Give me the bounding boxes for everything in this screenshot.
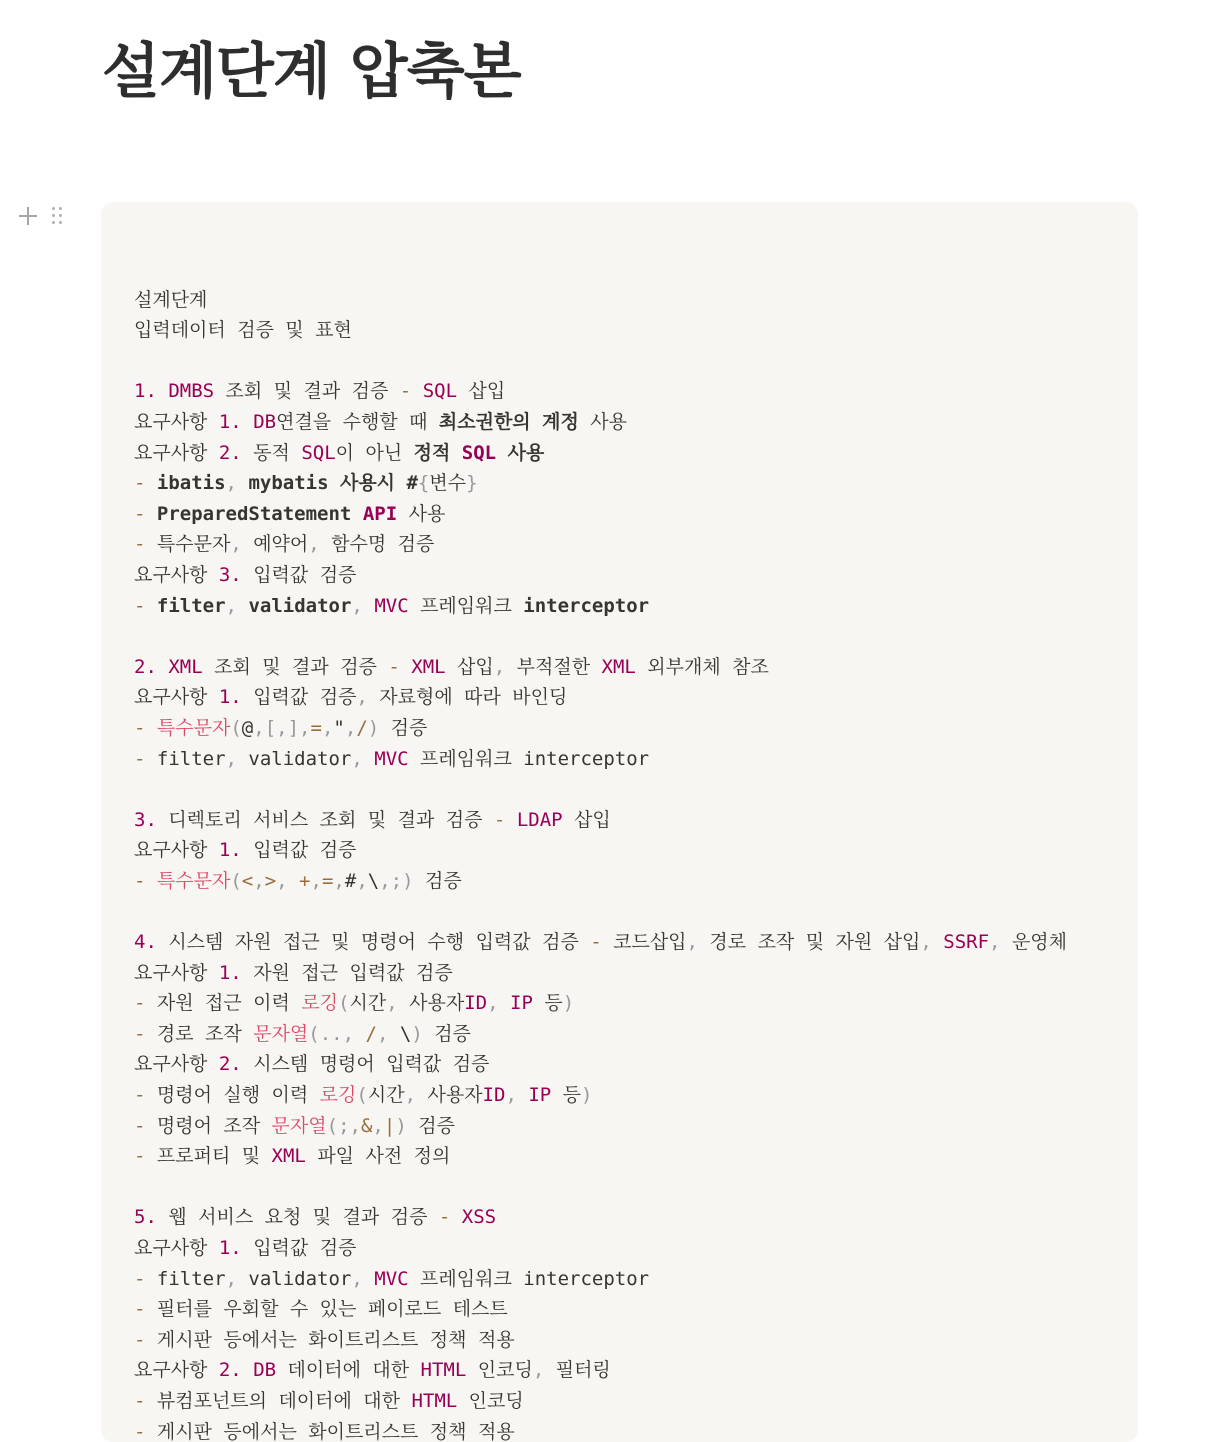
code-token: 부적절한 bbox=[505, 655, 602, 678]
code-token: 파일 사전 정의 bbox=[305, 1145, 451, 1168]
code-token: , bbox=[342, 1022, 355, 1045]
code-line bbox=[134, 988, 1108, 1019]
code-token: 최소권한의 계정 bbox=[438, 410, 579, 433]
code-token: ( bbox=[356, 1084, 368, 1107]
code-token: ) bbox=[562, 992, 575, 1015]
code-token: - bbox=[388, 655, 400, 678]
code-token: , bbox=[532, 1359, 545, 1382]
code-token: 요구사항 bbox=[134, 563, 219, 586]
code-token: 프로퍼티 및 bbox=[145, 1145, 272, 1168]
code-token: - bbox=[134, 869, 146, 892]
code-line bbox=[134, 376, 1108, 407]
code-token: IP bbox=[510, 992, 533, 1015]
code-token: , bbox=[225, 747, 237, 770]
code-token: , bbox=[386, 992, 398, 1015]
code-token: , bbox=[333, 869, 345, 892]
code-line bbox=[134, 1325, 1108, 1356]
code-token: ) bbox=[367, 716, 380, 739]
code-token: 입력값 검증 bbox=[241, 686, 357, 709]
code-token: - bbox=[134, 1389, 146, 1412]
code-line bbox=[134, 958, 1108, 989]
code-line bbox=[134, 774, 1108, 805]
code-token bbox=[288, 870, 299, 892]
code-line bbox=[134, 805, 1108, 836]
code-token: 1. bbox=[218, 839, 242, 862]
code-token: , bbox=[299, 716, 311, 739]
code-token: XML bbox=[411, 655, 446, 678]
code-line bbox=[134, 713, 1108, 744]
code-token: filter bbox=[156, 594, 226, 617]
code-token: } bbox=[466, 472, 478, 495]
code-token: 사용 bbox=[496, 441, 545, 464]
code-line bbox=[134, 1294, 1108, 1325]
code-token: 삽입 bbox=[445, 655, 494, 678]
code-token: , bbox=[321, 716, 334, 739]
code-token: 경로 조작 bbox=[145, 1022, 254, 1045]
code-token: , bbox=[351, 747, 363, 770]
code-token: 자원 접근 입력값 검증 bbox=[241, 961, 453, 984]
code-token bbox=[932, 931, 943, 953]
code-token: @ bbox=[241, 716, 254, 739]
code-token: 3. bbox=[218, 563, 242, 586]
code-token: 특수문자 bbox=[156, 716, 231, 739]
code-token: 디렉토리 서비스 조회 및 결과 검증 bbox=[156, 808, 494, 831]
code-token: , bbox=[253, 716, 265, 739]
code-token: 입력값 검증 bbox=[241, 563, 357, 586]
code-line bbox=[134, 1386, 1108, 1417]
code-token: 이 아닌 bbox=[335, 441, 414, 464]
code-token: / bbox=[356, 716, 368, 739]
code-block[interactable] bbox=[101, 202, 1138, 1442]
code-token: DMBS bbox=[168, 380, 215, 403]
code-token bbox=[242, 1359, 253, 1381]
code-token: 시간 bbox=[349, 992, 387, 1015]
code-token: 정적 bbox=[413, 441, 451, 464]
code-line bbox=[134, 285, 1108, 316]
code-line bbox=[134, 621, 1108, 652]
code-token: , bbox=[376, 1022, 389, 1045]
code-token: - bbox=[399, 380, 412, 403]
code-token: 조회 및 결과 검증 bbox=[214, 380, 400, 403]
code-token: , bbox=[356, 686, 368, 709]
code-token: MVC bbox=[374, 1267, 409, 1290]
code-token: , bbox=[505, 1084, 517, 1107]
code-token: mybatis 사용시 # bbox=[248, 472, 418, 495]
code-token bbox=[145, 472, 156, 494]
code-token: - bbox=[134, 1267, 146, 1290]
code-line bbox=[134, 1202, 1108, 1233]
code-token: DB bbox=[253, 410, 277, 433]
code-token: ( bbox=[308, 1022, 320, 1045]
code-token: 명령어 실행 이력 bbox=[145, 1084, 320, 1107]
code-token: 외부개체 참조 bbox=[635, 655, 769, 678]
code-line bbox=[134, 652, 1108, 683]
code-line bbox=[134, 468, 1108, 499]
code-token bbox=[450, 442, 461, 464]
code-token: - bbox=[134, 1328, 146, 1351]
code-token: 입력값 검증 bbox=[241, 1237, 357, 1259]
code-token: 삽입 bbox=[457, 380, 506, 403]
code-token: 시스템 명령어 입력값 검증 bbox=[241, 1053, 490, 1076]
code-token: [ bbox=[264, 716, 277, 739]
code-token: - bbox=[134, 1084, 146, 1107]
code-line bbox=[134, 315, 1108, 346]
code-token: SQL bbox=[301, 441, 336, 464]
code-token: XML bbox=[271, 1145, 306, 1168]
code-token: , bbox=[351, 594, 363, 617]
code-line bbox=[134, 529, 1108, 560]
code-token: - bbox=[134, 747, 146, 770]
code-token: 1. bbox=[218, 686, 242, 709]
code-token: , bbox=[989, 931, 1001, 954]
code-line bbox=[134, 438, 1108, 469]
code-token: - bbox=[590, 931, 602, 954]
code-token: 1. bbox=[134, 380, 157, 403]
code-token: interceptor bbox=[523, 594, 650, 617]
code-token: | bbox=[383, 1114, 396, 1137]
code-line bbox=[134, 927, 1108, 958]
code-token: - bbox=[134, 1145, 146, 1168]
code-line bbox=[134, 1172, 1108, 1203]
code-token: / bbox=[365, 1022, 377, 1045]
code-token: { bbox=[417, 472, 430, 495]
code-token: 특수문자 bbox=[156, 869, 231, 892]
code-token: 요구사항 bbox=[134, 410, 219, 433]
code-token: ( bbox=[338, 992, 350, 1015]
code-token: - bbox=[134, 1298, 146, 1321]
code-line bbox=[134, 1141, 1108, 1172]
code-token: , bbox=[310, 869, 322, 892]
code-line bbox=[134, 744, 1108, 775]
code-token: 요구사항 bbox=[134, 441, 219, 464]
code-token: 로깅 bbox=[319, 1084, 357, 1107]
code-token: 검증 bbox=[406, 1114, 455, 1137]
code-token: , bbox=[225, 472, 237, 495]
code-token: 요구사항 bbox=[134, 1359, 219, 1382]
code-token: 1. bbox=[218, 961, 242, 984]
code-line bbox=[134, 866, 1108, 897]
code-token: XML bbox=[168, 655, 203, 678]
code-token: validator bbox=[236, 747, 352, 770]
code-token: 시스템 자원 접근 및 명령어 수행 입력값 검증 bbox=[156, 931, 591, 954]
code-token: " bbox=[333, 716, 345, 739]
code-token bbox=[145, 595, 156, 617]
code-token: 2. bbox=[218, 1053, 242, 1076]
code-token bbox=[145, 717, 156, 739]
code-token bbox=[411, 380, 422, 402]
code-token: ibatis bbox=[156, 472, 226, 495]
code-token: ( bbox=[326, 1114, 339, 1137]
code-token bbox=[505, 809, 516, 831]
code-token bbox=[242, 411, 253, 433]
code-token: XSS bbox=[461, 1206, 497, 1229]
code-token: , bbox=[344, 716, 357, 739]
code-token: 2. bbox=[218, 441, 242, 464]
code-token: SSRF bbox=[943, 931, 990, 954]
code-token: - bbox=[134, 1114, 146, 1137]
code-token: ( bbox=[230, 716, 242, 739]
code-token bbox=[450, 1206, 461, 1228]
code-token: , bbox=[493, 655, 506, 678]
code-token: 변수 bbox=[429, 472, 467, 495]
code-token: 요구사항 bbox=[134, 839, 219, 862]
code-token: - bbox=[134, 1022, 146, 1045]
code-token: 2. bbox=[134, 655, 157, 678]
code-token: 3. bbox=[134, 808, 157, 831]
code-token: 경로 조작 및 자원 삽입 bbox=[697, 931, 921, 954]
code-token: 인코딩 bbox=[466, 1359, 533, 1382]
code-token: SQL bbox=[422, 380, 458, 403]
code-token: 검증 bbox=[422, 1022, 471, 1045]
code-token bbox=[388, 1023, 399, 1045]
code-token: 시간 bbox=[367, 1084, 405, 1107]
code-token: filter bbox=[145, 747, 226, 770]
code-token: 요구사항 bbox=[134, 961, 219, 984]
code-token: , bbox=[225, 1267, 237, 1290]
code-token: HTML bbox=[411, 1389, 458, 1412]
code-line bbox=[134, 1355, 1108, 1386]
code-token bbox=[157, 380, 168, 402]
code-token: 뷰컴포넌트의 데이터에 대한 bbox=[145, 1389, 412, 1412]
code-token: 특수문자 bbox=[145, 533, 231, 556]
code-token: 5. bbox=[134, 1206, 157, 1229]
page-title: 설계단계 압축본 bbox=[102, 37, 521, 107]
drag-handle-icon[interactable] bbox=[52, 207, 62, 225]
code-token: 삽입 bbox=[562, 808, 611, 831]
code-line bbox=[134, 1049, 1108, 1080]
code-token: PreparedStatement bbox=[156, 502, 352, 525]
code-line bbox=[134, 499, 1108, 530]
code-token: 설계단계 bbox=[134, 288, 208, 311]
code-token: ; bbox=[338, 1114, 350, 1137]
code-token: 사용 bbox=[578, 410, 627, 433]
code-token bbox=[499, 992, 510, 1014]
code-token: 웹 서비스 요청 및 결과 검증 bbox=[156, 1206, 439, 1229]
code-token: 데이터에 대한 bbox=[276, 1359, 421, 1382]
code-token: 연결을 수행할 때 bbox=[276, 410, 439, 433]
code-token: XML bbox=[601, 655, 636, 678]
code-token bbox=[354, 1023, 365, 1045]
code-token: 요구사항 bbox=[134, 1237, 219, 1259]
code-token: 게시판 등에서는 화이트리스트 정책 적용 bbox=[145, 1328, 515, 1351]
code-token: = bbox=[321, 869, 334, 892]
code-token: , bbox=[351, 1267, 363, 1290]
code-token bbox=[145, 503, 156, 525]
code-token: , bbox=[404, 1084, 417, 1107]
code-token: ) bbox=[581, 1084, 593, 1107]
code-token bbox=[363, 1268, 374, 1290]
code-token: 등 bbox=[532, 992, 563, 1015]
code-token bbox=[237, 472, 248, 494]
code-token: = bbox=[310, 716, 322, 739]
code-token: validator bbox=[248, 594, 352, 617]
code-token: , bbox=[308, 533, 320, 556]
code-token: 자원 접근 이력 bbox=[145, 992, 302, 1015]
code-token: , bbox=[253, 869, 265, 892]
code-token: 동적 bbox=[241, 441, 302, 464]
code-token: 2. bbox=[218, 1359, 242, 1382]
code-token: .. bbox=[319, 1022, 343, 1045]
code-line bbox=[134, 1019, 1108, 1050]
code-content[interactable] bbox=[134, 254, 1108, 1442]
code-token: 등 bbox=[551, 1084, 582, 1107]
code-token bbox=[157, 656, 168, 678]
code-token bbox=[237, 595, 248, 617]
code-token: LDAP bbox=[516, 808, 563, 831]
code-token: 운영체 bbox=[1000, 931, 1068, 954]
code-token: - bbox=[134, 716, 146, 739]
code-line bbox=[134, 1417, 1108, 1442]
code-line bbox=[134, 1264, 1108, 1295]
code-token: 사용자 bbox=[416, 1084, 483, 1107]
code-token: - bbox=[134, 533, 146, 556]
code-token: 로깅 bbox=[301, 992, 339, 1015]
code-token: 게시판 등에서는 화이트리스트 정책 적용 bbox=[145, 1420, 515, 1442]
code-token: IP bbox=[528, 1084, 552, 1107]
code-token: 요구사항 bbox=[134, 686, 219, 709]
code-token: 코드삽입 bbox=[601, 931, 687, 954]
code-token: 조회 및 결과 검증 bbox=[202, 655, 389, 678]
code-token: + bbox=[299, 869, 311, 892]
block-handle bbox=[18, 206, 62, 226]
code-token: 문자열 bbox=[253, 1022, 309, 1045]
code-token: 프레임워크 interceptor bbox=[408, 1267, 650, 1290]
code-token: - bbox=[493, 808, 506, 831]
code-token: , bbox=[349, 1114, 361, 1137]
code-line bbox=[134, 346, 1108, 377]
code-line bbox=[134, 1080, 1108, 1111]
code-token: , bbox=[920, 931, 932, 954]
code-token: 사용자 bbox=[397, 992, 465, 1015]
code-token: 문자열 bbox=[271, 1114, 327, 1137]
code-token: HTML bbox=[420, 1359, 467, 1382]
code-line bbox=[134, 254, 1108, 285]
code-token: ) bbox=[402, 869, 414, 892]
code-token: ; bbox=[390, 869, 403, 892]
code-line bbox=[134, 1111, 1108, 1142]
code-token: 1. bbox=[218, 410, 242, 433]
code-token: , bbox=[372, 1114, 384, 1137]
code-token: ) bbox=[395, 1114, 407, 1137]
code-token: \ bbox=[367, 869, 380, 892]
code-token: MVC bbox=[374, 594, 409, 617]
code-token: 예약어 bbox=[241, 533, 309, 556]
code-token: 인코딩 bbox=[457, 1389, 524, 1412]
code-token: , bbox=[230, 533, 242, 556]
code-token: validator bbox=[236, 1267, 352, 1290]
code-token: 1. bbox=[218, 1237, 242, 1259]
code-token: \ bbox=[399, 1022, 412, 1045]
code-token bbox=[400, 656, 411, 678]
code-token: , bbox=[487, 992, 499, 1015]
code-token: - bbox=[134, 502, 146, 525]
code-token: # bbox=[344, 869, 357, 892]
code-line bbox=[134, 896, 1108, 927]
code-line bbox=[134, 835, 1108, 866]
code-line bbox=[134, 591, 1108, 622]
code-token: 필터링 bbox=[544, 1359, 611, 1382]
code-token: & bbox=[360, 1114, 373, 1137]
code-token: API bbox=[362, 502, 398, 525]
code-token: SQL bbox=[461, 441, 497, 464]
code-line bbox=[134, 407, 1108, 438]
code-token: ) bbox=[411, 1022, 423, 1045]
code-token: 필터를 우회할 수 있는 페이로드 테스트 bbox=[145, 1298, 508, 1321]
code-token: ID bbox=[482, 1084, 506, 1107]
code-token: filter bbox=[145, 1267, 226, 1290]
code-token: - bbox=[134, 594, 146, 617]
code-token: ID bbox=[464, 992, 488, 1015]
code-token: 함수명 검증 bbox=[319, 533, 435, 556]
code-token: 사용 bbox=[397, 502, 446, 525]
code-token bbox=[363, 748, 374, 770]
code-token: 프레임워크 interceptor bbox=[408, 747, 650, 770]
code-token: - bbox=[438, 1206, 451, 1229]
code-token: 4. bbox=[134, 931, 157, 954]
code-token bbox=[363, 595, 374, 617]
code-token bbox=[351, 503, 362, 525]
code-token: - bbox=[134, 472, 146, 495]
code-token: , bbox=[276, 869, 288, 892]
code-token bbox=[517, 1084, 528, 1106]
code-token: 프레임워크 bbox=[408, 594, 524, 617]
code-line bbox=[134, 560, 1108, 591]
code-line bbox=[134, 682, 1108, 713]
code-token: 검증 bbox=[379, 716, 428, 739]
code-token: > bbox=[264, 869, 277, 892]
code-token: ] bbox=[287, 716, 300, 739]
code-token: ( bbox=[230, 869, 242, 892]
code-token: - bbox=[134, 992, 146, 1015]
code-token: , bbox=[356, 869, 368, 892]
code-token: 입력데이터 검증 및 표현 bbox=[134, 319, 352, 342]
code-token: , bbox=[686, 931, 698, 954]
code-token bbox=[145, 870, 156, 892]
code-token: , bbox=[225, 594, 237, 617]
code-line bbox=[134, 1233, 1108, 1264]
code-token: 명령어 조작 bbox=[145, 1114, 272, 1137]
code-token: < bbox=[241, 869, 254, 892]
code-token: - bbox=[134, 1420, 146, 1442]
code-token: 요구사항 bbox=[134, 1053, 219, 1076]
code-token: , bbox=[276, 716, 288, 739]
code-token: 자료형에 따라 바인딩 bbox=[367, 686, 568, 709]
code-token: , bbox=[379, 869, 391, 892]
code-token: DB bbox=[253, 1359, 277, 1382]
code-token: MVC bbox=[374, 747, 409, 770]
code-token: 검증 bbox=[413, 869, 462, 892]
add-block-icon[interactable] bbox=[18, 206, 38, 226]
code-token: 입력값 검증 bbox=[241, 839, 357, 862]
